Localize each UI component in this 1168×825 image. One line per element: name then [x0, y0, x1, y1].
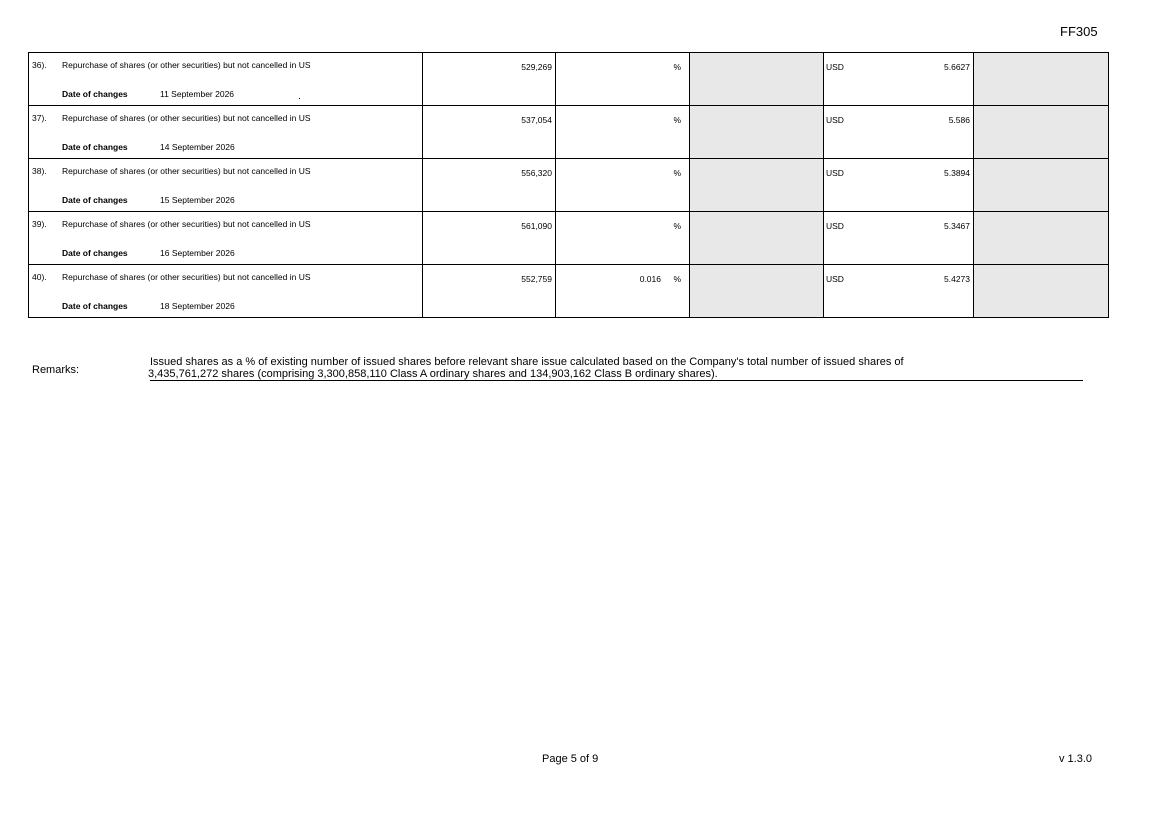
version-label: v 1.3.0	[1059, 753, 1093, 765]
share-amount: 556,320	[521, 168, 552, 178]
percent-sign: %	[673, 221, 681, 231]
remarks-text	[150, 356, 1083, 381]
date-of-changes-label: Date of changes	[62, 301, 128, 311]
date-of-changes-value: 11 September 2026	[160, 89, 235, 99]
price-value: 5.3894	[944, 168, 970, 178]
currency: USD	[826, 168, 844, 178]
share-changes-table	[28, 52, 1109, 318]
remarks-label: Remarks:	[32, 364, 80, 376]
row-description: Repurchase of shares (or other securities) but not cancelled in US	[62, 60, 311, 70]
share-amount: 529,269	[521, 62, 552, 72]
amount-cell	[423, 159, 556, 211]
price-cell	[824, 159, 974, 211]
shaded-cell	[690, 53, 824, 105]
shaded-cell	[690, 159, 824, 211]
percent-sign: %	[673, 168, 681, 178]
date-of-changes-label: Date of changes	[62, 195, 128, 205]
row-description: Repurchase of shares (or other securities) but not cancelled in US	[62, 166, 311, 176]
table-row	[28, 52, 1109, 106]
date-of-changes-value: 16 September 2026	[160, 248, 235, 258]
shaded-cell	[974, 106, 1108, 158]
stray-dot	[299, 98, 300, 99]
description-cell	[29, 212, 423, 264]
percent-cell	[556, 265, 690, 317]
share-amount: 537,054	[521, 115, 552, 125]
shaded-cell	[974, 159, 1108, 211]
price-value: 5.4273	[944, 274, 970, 284]
amount-cell	[423, 212, 556, 264]
row-number: 39).	[32, 219, 47, 229]
share-amount: 561,090	[521, 221, 552, 231]
description-cell	[29, 159, 423, 211]
percent-sign: %	[673, 115, 681, 125]
table-row	[28, 211, 1109, 265]
percent-sign: %	[673, 62, 681, 72]
description-cell	[29, 265, 423, 317]
price-value: 5.586	[948, 115, 970, 125]
shaded-cell	[690, 106, 824, 158]
row-number: 37).	[32, 113, 47, 123]
percent-cell	[556, 53, 690, 105]
shaded-cell	[690, 265, 824, 317]
page-number: Page 5 of 9	[542, 753, 599, 765]
shaded-cell	[690, 212, 824, 264]
date-of-changes-label: Date of changes	[62, 142, 128, 152]
percent-cell	[556, 106, 690, 158]
row-description: Repurchase of shares (or other securities) but not cancelled in US	[62, 272, 311, 282]
amount-cell	[423, 53, 556, 105]
percent-cell	[556, 212, 690, 264]
amount-cell	[423, 265, 556, 317]
price-value: 5.3467	[944, 221, 970, 231]
percent-value: 0.016	[639, 274, 661, 284]
shaded-cell	[974, 265, 1108, 317]
amount-cell	[423, 106, 556, 158]
date-of-changes-label: Date of changes	[62, 89, 128, 99]
description-cell	[29, 53, 423, 105]
table-row	[28, 264, 1109, 318]
date-of-changes-label: Date of changes	[62, 248, 128, 258]
remarks-line-2: 3,435,761,272 shares (comprising 3,300,858,110 Class A ordinary shares and 134,903,162 Class B ordinary shares).	[148, 368, 718, 380]
row-description: Repurchase of shares (or other securities) but not cancelled in US	[62, 113, 311, 123]
table-row	[28, 105, 1109, 159]
description-cell	[29, 106, 423, 158]
remarks-line-1: Issued shares as a % of existing number of issued shares before relevant share issue calculated based on the Company's total number of issued shares of	[150, 356, 904, 368]
shaded-cell	[974, 53, 1108, 105]
share-amount: 552,759	[521, 274, 552, 284]
currency: USD	[826, 115, 844, 125]
date-of-changes-value: 18 September 2026	[160, 301, 235, 311]
price-cell	[824, 265, 974, 317]
row-number: 36).	[32, 60, 47, 70]
shaded-cell	[974, 212, 1108, 264]
price-cell	[824, 212, 974, 264]
percent-cell	[556, 159, 690, 211]
row-description: Repurchase of shares (or other securities) but not cancelled in US	[62, 219, 311, 229]
price-cell	[824, 53, 974, 105]
price-value: 5.6627	[944, 62, 970, 72]
row-number: 40).	[32, 272, 47, 282]
form-code: FF305	[1060, 24, 1098, 39]
currency: USD	[826, 221, 844, 231]
percent-sign: %	[673, 274, 681, 284]
currency: USD	[826, 274, 844, 284]
price-cell	[824, 106, 974, 158]
currency: USD	[826, 62, 844, 72]
date-of-changes-value: 15 September 2026	[160, 195, 235, 205]
date-of-changes-value: 14 September 2026	[160, 142, 235, 152]
row-number: 38).	[32, 166, 47, 176]
table-row	[28, 158, 1109, 212]
